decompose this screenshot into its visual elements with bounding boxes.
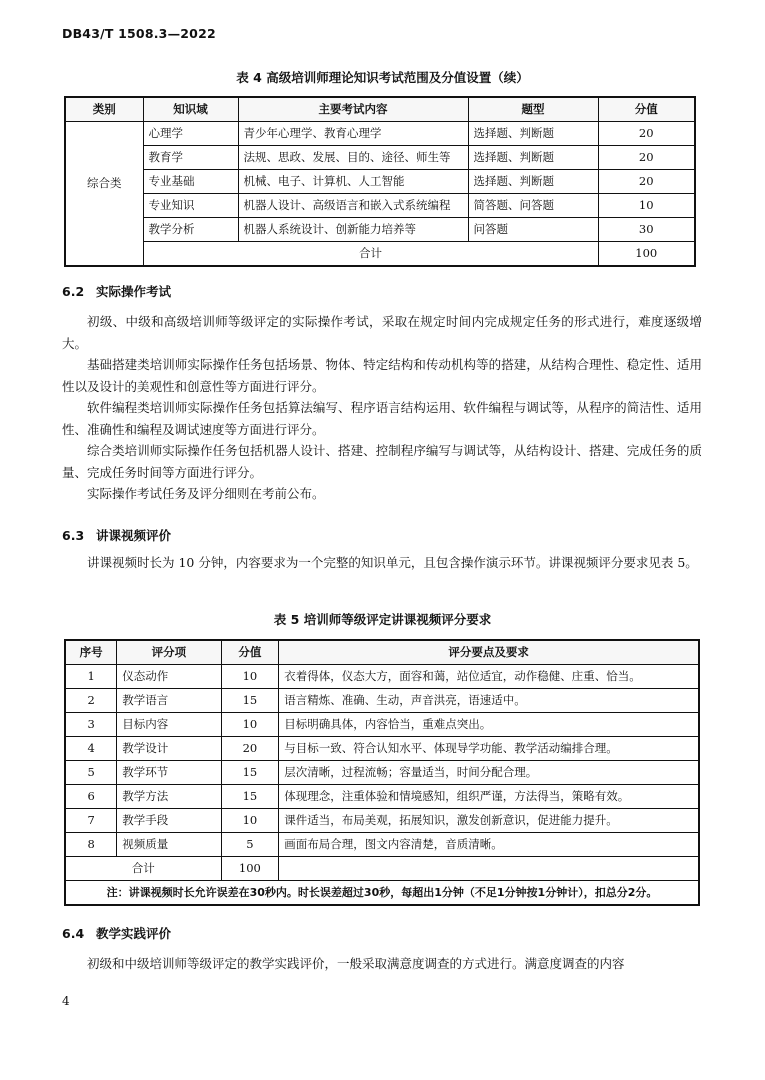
table5-score-cell: 10 (221, 665, 279, 689)
table4-score-cell: 30 (598, 218, 695, 242)
table5-item-cell: 教学语言 (117, 689, 221, 713)
table4-score-cell: 20 (598, 146, 695, 170)
table4-header-score: 分值 (598, 97, 695, 122)
table4-score-cell: 10 (598, 194, 695, 218)
table4-type-cell: 问答题 (468, 218, 598, 242)
table-row (65, 689, 699, 713)
table4-score-cell: 20 (598, 122, 695, 146)
table5-total-empty (279, 857, 699, 881)
table5-no-cell: 7 (65, 809, 117, 833)
table4-domain-cell: 教学分析 (143, 218, 238, 242)
table4-header-category: 类别 (65, 97, 143, 122)
table5-note-row (65, 881, 699, 906)
table-row (65, 737, 699, 761)
section-6-3-body (62, 552, 702, 574)
table4-type-cell: 简答题、问答题 (468, 194, 598, 218)
table4-domain-cell: 教育学 (143, 146, 238, 170)
table5-req-cell: 目标明确具体，内容恰当，重难点突出。 (279, 713, 699, 737)
table4-domain-cell: 心理学 (143, 122, 238, 146)
table5-item-cell: 教学手段 (117, 809, 221, 833)
table-row (65, 665, 699, 689)
section-number: 6.3 (62, 528, 85, 543)
table5-req-cell: 层次清晰，过程流畅；容量适当，时间分配合理。 (279, 761, 699, 785)
table5-score-cell: 15 (221, 785, 279, 809)
table4-score-cell: 20 (598, 170, 695, 194)
table5-total-score: 100 (221, 857, 279, 881)
table5-no-cell: 2 (65, 689, 117, 713)
table-row (65, 809, 699, 833)
table5-score-cell: 15 (221, 761, 279, 785)
table5-req-cell: 体现理念，注重体验和情境感知，组织严谨，方法得当，策略有效。 (279, 785, 699, 809)
table4-total-label: 合计 (143, 242, 598, 267)
table5-header-item: 评分项 (117, 640, 221, 665)
table4-domain-cell: 专业知识 (143, 194, 238, 218)
table5-score-cell: 10 (221, 713, 279, 737)
section-title: 教学实践评价 (96, 926, 172, 941)
table5-no-cell: 5 (65, 761, 117, 785)
section-6-2-body (62, 311, 702, 505)
table5-item-cell: 教学设计 (117, 737, 221, 761)
table5-req-cell: 画面布局合理，图文内容清楚，音质清晰。 (279, 833, 699, 857)
table5-total-label: 合计 (65, 857, 221, 881)
table5-item-cell: 教学环节 (117, 761, 221, 785)
section-number: 6.4 (62, 926, 85, 941)
table5-header-no: 序号 (65, 640, 117, 665)
paragraph: 基础搭建类培训师实际操作任务包括场景、物体、特定结构和传动机构等的搭建，从结构合理性、稳定性、适用性以及设计的美观性和创意性等方面进行评分。 (62, 357, 702, 394)
table4-domain-cell: 专业基础 (143, 170, 238, 194)
table5-score-cell: 15 (221, 689, 279, 713)
table5-no-cell: 1 (65, 665, 117, 689)
table5-no-cell: 3 (65, 713, 117, 737)
paragraph: 实际操作考试任务及评分细则在考前公布。 (87, 486, 325, 501)
table5-req-cell: 与目标一致、符合认知水平、体现导学功能、教学活动编排合理。 (279, 737, 699, 761)
table4-content-cell: 青少年心理学、教育心理学 (238, 122, 468, 146)
section-6-2-heading (62, 282, 171, 300)
page-number: 4 (62, 994, 70, 1008)
table5-item-cell: 教学方法 (117, 785, 221, 809)
table4-header-domain: 知识域 (143, 97, 238, 122)
table4-type-cell: 选择题、判断题 (468, 146, 598, 170)
table5-caption: 表 5 培训师等级评定讲课视频评分要求 (273, 612, 492, 627)
table4-caption: 表 4 高级培训师理论知识考试范围及分值设置（续） (236, 70, 529, 85)
table5-item-cell: 目标内容 (117, 713, 221, 737)
table5-header-req: 评分要点及要求 (279, 640, 699, 665)
table-row (65, 218, 695, 242)
table5-no-cell: 8 (65, 833, 117, 857)
table-row (65, 833, 699, 857)
table4-type-cell: 选择题、判断题 (468, 170, 598, 194)
table4-category-cell: 综合类 (65, 122, 143, 267)
table-row (65, 761, 699, 785)
table-row (65, 194, 695, 218)
table-row (65, 122, 695, 146)
table5-total-row (65, 857, 699, 881)
section-6-4-heading (62, 924, 171, 942)
table5-item-cell: 仪态动作 (117, 665, 221, 689)
table4-header-content: 主要考试内容 (238, 97, 468, 122)
section-6-4-body (62, 953, 702, 975)
paragraph: 综合类培训师实际操作任务包括机器人设计、搭建、控制程序编写与调试等，从结构设计、搭建、完成任务的质量、完成任务时间等方面进行评分。 (62, 443, 702, 480)
table5-req-cell: 衣着得体，仪态大方，面容和蔼，站位适宜，动作稳健、庄重、恰当。 (279, 665, 699, 689)
table4-header-type: 题型 (468, 97, 598, 122)
table5-note: 注：讲课视频时长允许误差在30秒内。时长误差超过30秒，每超出1分钟（不足1分钟按1分钟计），扣总分2分。 (65, 881, 699, 906)
table5-req-cell: 课件适当，布局美观，拓展知识，激发创新意识，促进能力提升。 (279, 809, 699, 833)
table5-item-cell: 视频质量 (117, 833, 221, 857)
table5 (64, 639, 700, 906)
paragraph: 软件编程类培训师实际操作任务包括算法编写、程序语言结构运用、软件编程与调试等，从程序的简洁性、适用性、准确性和编程及调试速度等方面进行评分。 (62, 400, 702, 437)
table5-req-cell: 语言精炼、准确、生动，声音洪亮，语速适中。 (279, 689, 699, 713)
table-row (65, 170, 695, 194)
standard-number: DB43/T 1508.3—2022 (62, 26, 216, 41)
table5-score-cell: 5 (221, 833, 279, 857)
section-6-3-heading (62, 526, 171, 544)
table5-no-cell: 4 (65, 737, 117, 761)
table4 (64, 96, 696, 267)
table-row (65, 713, 699, 737)
table5-score-cell: 20 (221, 737, 279, 761)
paragraph: 初级和中级培训师等级评定的教学实践评价，一般采取满意度调查的方式进行。满意度调查的内容 (87, 956, 625, 971)
table5-score-cell: 10 (221, 809, 279, 833)
table4-total-score: 100 (598, 242, 695, 267)
section-title: 实际操作考试 (96, 284, 172, 299)
table4-content-cell: 法规、思政、发展、目的、途径、师生等 (238, 146, 468, 170)
paragraph: 初级、中级和高级培训师等级评定的实际操作考试，采取在规定时间内完成规定任务的形式进行，难度逐级增大。 (62, 314, 702, 351)
table4-content-cell: 机械、电子、计算机、人工智能 (238, 170, 468, 194)
table4-type-cell: 选择题、判断题 (468, 122, 598, 146)
paragraph: 讲课视频时长为 10 分钟，内容要求为一个完整的知识单元，且包含操作演示环节。讲课视频评分要求见表 5。 (87, 555, 698, 570)
table5-header-row (65, 640, 699, 665)
section-number: 6.2 (62, 284, 85, 299)
table4-content-cell: 机器人系统设计、创新能力培养等 (238, 218, 468, 242)
table4-content-cell: 机器人设计、高级语言和嵌入式系统编程 (238, 194, 468, 218)
table5-header-score: 分值 (221, 640, 279, 665)
section-title: 讲课视频评价 (96, 528, 172, 543)
table-row (65, 785, 699, 809)
table4-total-row (65, 242, 695, 267)
table4-header-row (65, 97, 695, 122)
table5-no-cell: 6 (65, 785, 117, 809)
table-row (65, 146, 695, 170)
